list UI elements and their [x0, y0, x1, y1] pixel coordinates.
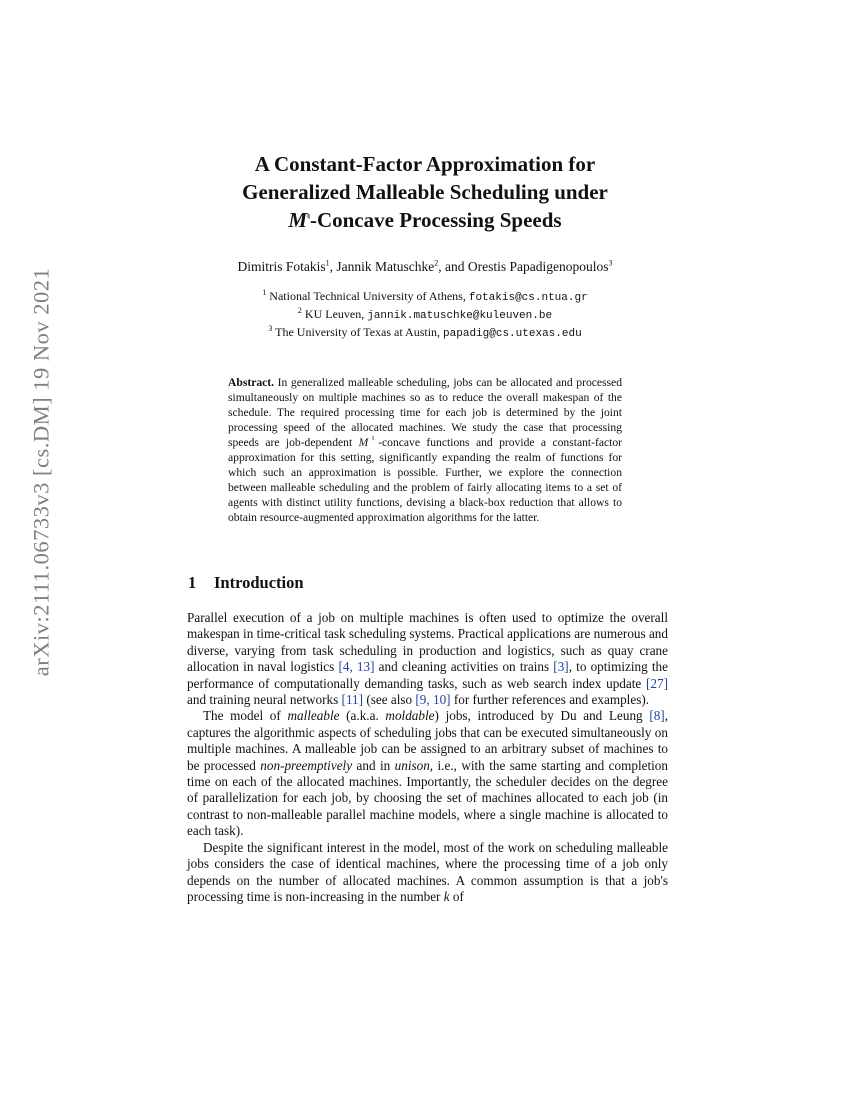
text-run: , captures the algorithmic aspects of scheduling jobs that can be executed simultaneously on multiple machines. A malleable job can be assigned to an arbitrary subset of machines to be processed [187, 708, 668, 773]
text-run: Despite the significant interest in the model, most of the work on scheduling malleable jobs considers the case of identical machines, where the processing time of a job only depends on the number of allocated machines. A common assumption is that a job's processing time is non-increasing in the number [187, 839, 668, 904]
paragraph-3 [187, 840, 668, 906]
emphasis: malleable [287, 708, 340, 724]
title-line-3 [180, 206, 670, 234]
abstract [228, 375, 622, 525]
text-run: Parallel execution of a job on multiple machines is often used to optimize the overall makespan in time-critical task scheduling systems. Practical applications are numerous and diverse, varying from task scheduling in production and logistics, such as quay crane allocation in naval logistics [187, 610, 668, 675]
affiliation-1-mark: 1 [262, 288, 267, 297]
author-1-mark: 1 [325, 258, 330, 268]
text-run: , i.e., with the same starting and completion time on each of the allocated machines. Importantly, the scheduler decides on the degree of parallelization for each job, by choosing the set of machines allocated to each job (in contrast to non-malleable parallel machine models, where a single machine is allocated to each task). [187, 757, 668, 839]
affiliation-1-institution: National Technical University of Athens, [269, 289, 469, 303]
title-symbol-m: M [288, 208, 308, 232]
emphasis: non-preemptively [260, 757, 353, 773]
affiliation-1 [150, 288, 700, 306]
abstract-natural-sign: ♮ [368, 434, 379, 444]
text-run: The model of [203, 708, 288, 724]
arxiv-identifier-text: arXiv:2111.06733v3 [cs.DM] 19 Nov 2021 [28, 267, 54, 677]
title-line-3-text: -Concave Processing Speeds [309, 208, 562, 232]
affiliation-2-mark: 2 [297, 306, 302, 315]
text-run: (see also [363, 692, 416, 708]
text-run: , to optimizing the performance of computationally demanding tasks, such as web search index update [187, 659, 668, 691]
affiliation-3 [150, 324, 700, 342]
arxiv-identifier-stamp [24, 252, 58, 692]
abstract-symbol-m: M [358, 436, 369, 450]
paper-title [180, 150, 670, 234]
affiliation-3-email: papadig@cs.utexas.edu [443, 328, 582, 340]
citation-link[interactable]: [8] [649, 708, 665, 724]
title-line-1: A Constant-Factor Approximation for [254, 152, 596, 176]
affiliation-3-institution: The University of Texas at Austin, [275, 325, 444, 339]
text-run: and in [352, 757, 395, 773]
author-2: Jannik Matuschke [336, 259, 435, 274]
author-1: Dimitris Fotakis [237, 259, 326, 274]
author-separator: , and [438, 259, 468, 274]
section-heading-introduction [188, 573, 668, 593]
author-3: Orestis Papadigenopoulos [467, 259, 609, 274]
introduction-body [187, 610, 668, 905]
text-run: and training neural networks [187, 692, 342, 708]
affiliation-3-mark: 3 [268, 324, 273, 333]
emphasis: unison [394, 757, 430, 773]
affiliation-1-email: fotakis@cs.ntua.gr [468, 292, 588, 304]
text-run: ) jobs, introduced by Du and Leung [434, 708, 650, 724]
abstract-label: Abstract. [228, 376, 275, 389]
abstract-text-2: -concave functions and provide a constant-factor approximation for this setting, significantly expanding the realm of functions for which such an approximation is possible. Further, we explore the connection between malleable scheduling and the problem of fairly allocating items to a set of agents with distinct utility functions, devising a black-box reduction that allows to obtain resource-augmented approximation algorithms for the latter. [228, 436, 622, 525]
text-run: for further references and examples). [450, 692, 650, 708]
paragraph-1 [187, 610, 668, 708]
abstract-text-1: In generalized malleable scheduling, jobs can be allocated and processed simultaneously on multiple machines so as to reduce the overall makespan of the schedule. The required processing time for each job is determined by the joint processing speed of the allocated machines. We study the case that processing speeds are job-dependent [228, 376, 622, 450]
citation-link[interactable]: [11] [341, 692, 364, 708]
affiliation-2-email: jannik.matuschke@kuleuven.be [367, 310, 553, 322]
text-run: and cleaning activities on trains [374, 659, 554, 675]
author-separator: , [329, 259, 337, 274]
text-run: (a.k.a. [339, 708, 386, 724]
section-title: Introduction [214, 573, 304, 592]
author-3-mark: 3 [608, 258, 613, 268]
affiliation-2-institution: KU Leuven, [304, 307, 368, 321]
math-variable-k: k [443, 888, 450, 904]
citation-link[interactable]: [27] [646, 675, 668, 691]
emphasis: moldable [385, 708, 435, 724]
paragraph-2 [187, 708, 668, 839]
affiliation-2 [150, 306, 700, 324]
citation-link[interactable]: [3] [553, 659, 569, 675]
affiliation-list [150, 288, 700, 342]
citation-link[interactable]: [4, 13] [338, 659, 375, 675]
title-natural-sign: ♮ [307, 212, 310, 221]
section-number: 1 [188, 573, 197, 592]
author-list [150, 258, 700, 276]
text-run: of [449, 888, 464, 904]
title-line-2: Generalized Malleable Scheduling under [242, 180, 608, 204]
author-2-mark: 2 [434, 258, 439, 268]
citation-link[interactable]: [9, 10] [415, 692, 451, 708]
